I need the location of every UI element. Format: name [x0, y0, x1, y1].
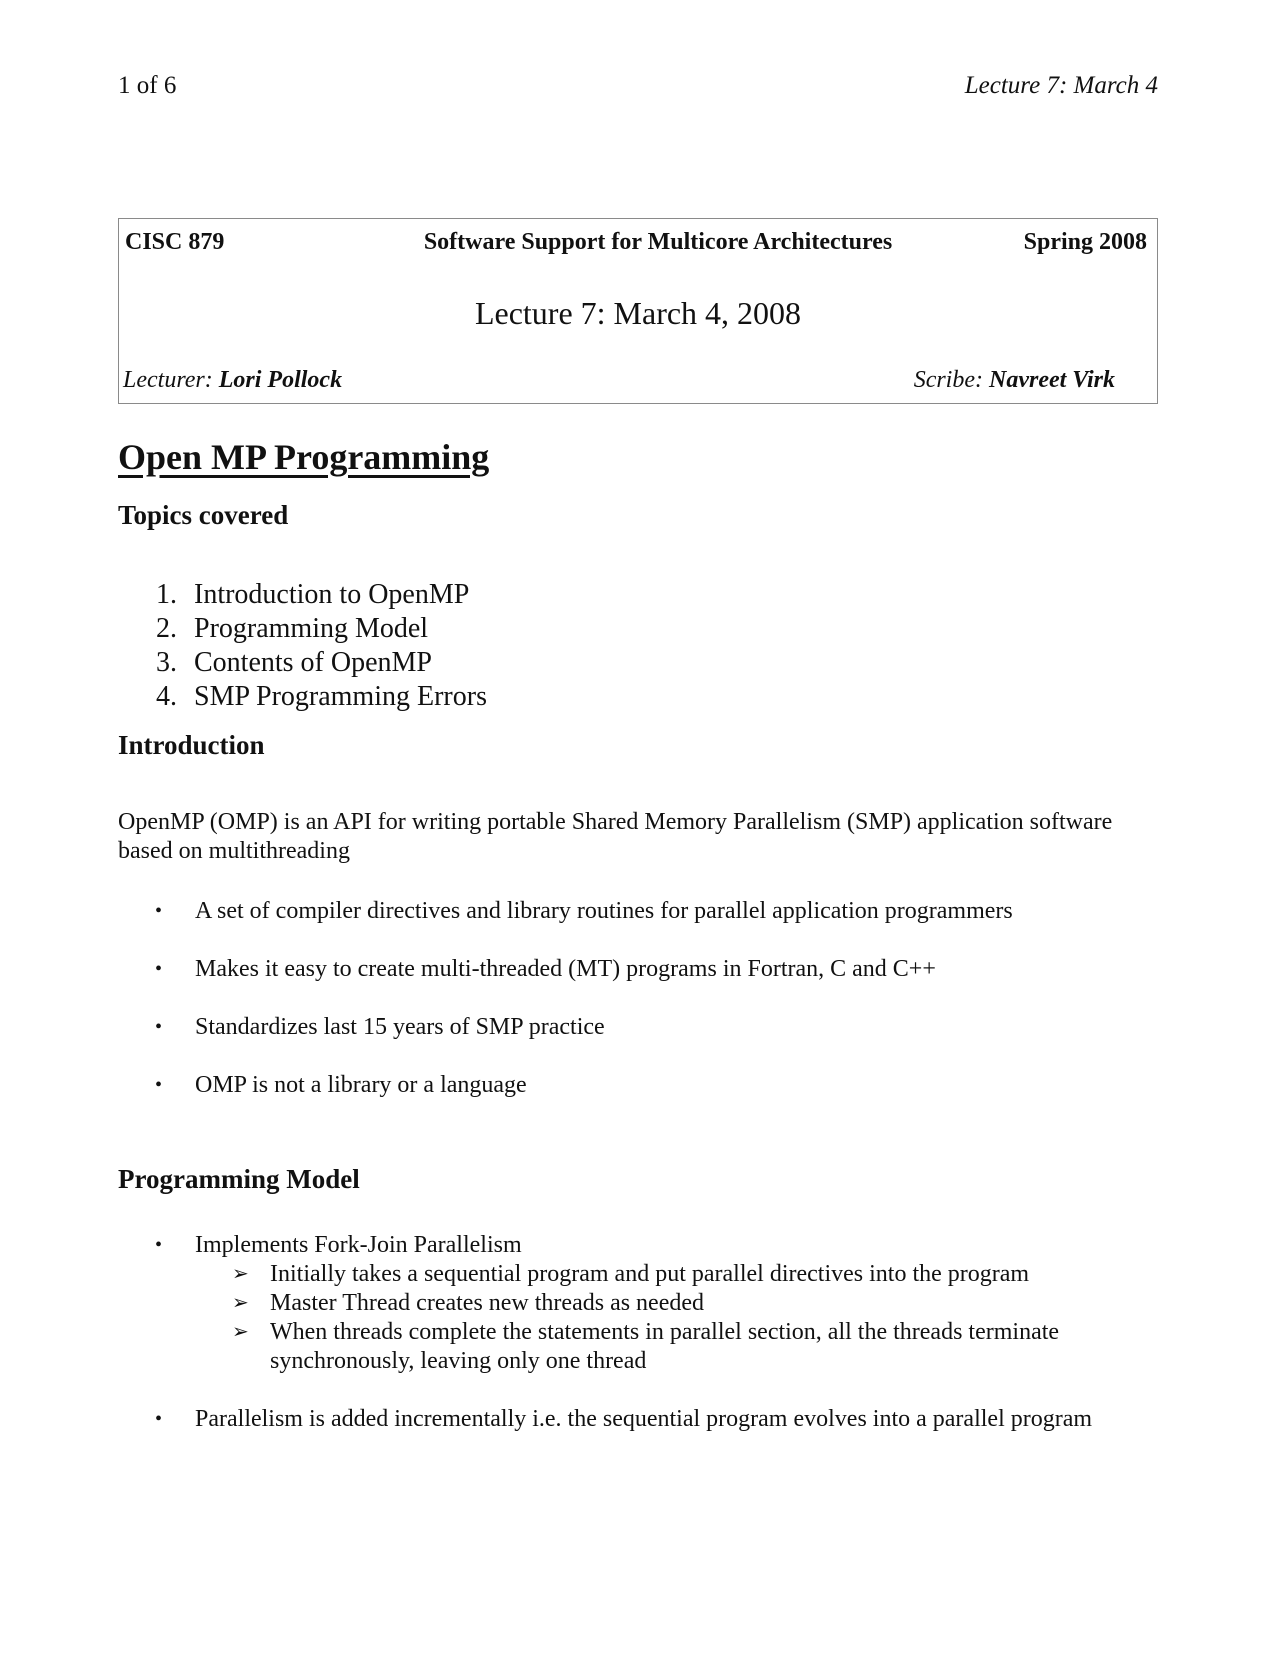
sub-bullet-text: Initially takes a sequential program and put parallel directives into the program — [270, 1261, 1030, 1287]
course-title: Software Support for Multicore Architectures — [423, 229, 893, 255]
topic-number: 3. — [156, 647, 177, 678]
topic-item — [150, 646, 487, 680]
document-title: Open MP Programming — [118, 437, 490, 477]
topic-text: SMP Programming Errors — [194, 681, 487, 712]
lecturer-line — [123, 367, 342, 394]
course-code: CISC 879 — [125, 229, 225, 255]
bullet-icon: • — [155, 1234, 163, 1256]
scribe-label: Scribe: — [913, 367, 989, 393]
topics-list — [150, 578, 487, 714]
topic-text: Programming Model — [194, 613, 429, 644]
bullet-text: Standardizes last 15 years of SMP practice — [195, 1014, 605, 1040]
sub-bullet-text: When threads complete the statements in parallel section, all the threads terminate synchronously, leaving only one thread — [270, 1319, 1060, 1374]
topic-text: Introduction to OpenMP — [194, 579, 470, 610]
bullet-icon: • — [155, 958, 163, 980]
topic-number: 2. — [156, 613, 177, 644]
lecture-header-box — [118, 218, 1158, 404]
bullet-icon: • — [155, 900, 163, 922]
arrow-bullet-icon: ➢ — [232, 1263, 249, 1285]
running-header-lecture: Lecture 7: March 4 — [964, 72, 1158, 99]
bullet-text: A set of compiler directives and library routines for parallel application programmers — [195, 898, 1013, 924]
scribe-line — [914, 367, 1115, 394]
arrow-bullet-icon: ➢ — [232, 1292, 249, 1314]
bullet-text: Implements Fork-Join Parallelism — [195, 1232, 522, 1258]
topics-heading: Topics covered — [118, 500, 289, 530]
bullet-icon: • — [155, 1408, 163, 1430]
introduction-heading: Introduction — [118, 730, 265, 760]
bullet-text: OMP is not a library or a language — [195, 1072, 527, 1098]
topic-item — [150, 578, 487, 612]
topic-item — [150, 680, 487, 714]
arrow-bullet-icon: ➢ — [232, 1321, 249, 1343]
sub-bullet-text: Master Thread creates new threads as needed — [270, 1290, 705, 1316]
topic-number: 4. — [156, 681, 177, 712]
topic-text: Contents of OpenMP — [194, 647, 432, 678]
programming-model-heading: Programming Model — [118, 1164, 360, 1194]
bullet-icon: • — [155, 1016, 163, 1038]
bullet-text: Parallelism is added incrementally i.e. the sequential program evolves into a parallel program — [195, 1406, 1093, 1432]
introduction-paragraph: OpenMP (OMP) is an API for writing portable Shared Memory Parallelism (SMP) application software based on multithreading — [118, 809, 1113, 864]
lecturer-label: Lecturer: — [123, 367, 219, 393]
topic-item — [150, 612, 487, 646]
topic-number: 1. — [156, 579, 177, 610]
scribe-name: Navreet Virk — [989, 367, 1115, 393]
bullet-text: Makes it easy to create multi-threaded (MT) programs in Fortran, C and C++ — [195, 956, 936, 982]
bullet-icon: • — [155, 1074, 163, 1096]
lecture-date: Lecture 7: March 4, 2008 — [474, 295, 802, 331]
page-number: 1 of 6 — [118, 72, 177, 99]
lecturer-name: Lori Pollock — [218, 367, 343, 393]
course-term: Spring 2008 — [1023, 229, 1147, 255]
